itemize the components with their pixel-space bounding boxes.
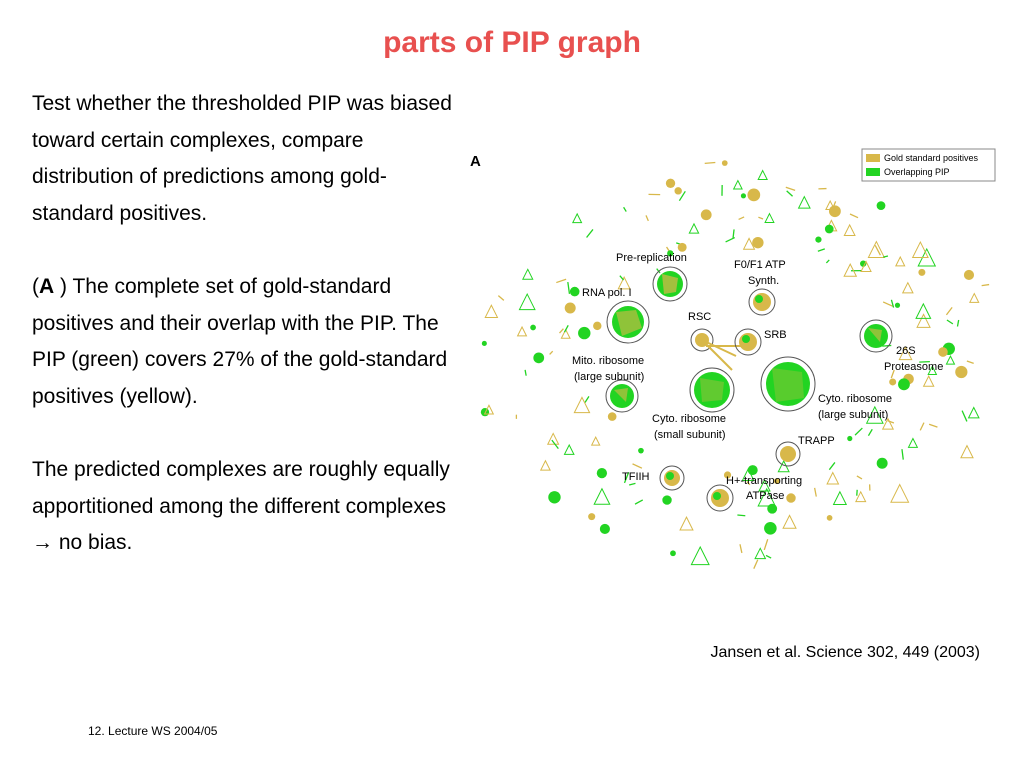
complex-trapp [776, 442, 800, 466]
small-cluster [783, 515, 796, 528]
small-cluster [829, 205, 841, 217]
complex-srb [735, 329, 761, 355]
small-cluster [917, 314, 930, 327]
conclusion-tail: no bias. [53, 531, 133, 555]
small-cluster [855, 428, 862, 435]
complex-cyto-ribosome-small [690, 368, 734, 412]
small-cluster [764, 539, 767, 550]
small-cluster [585, 396, 589, 402]
small-cluster [620, 276, 624, 280]
legend [862, 149, 995, 181]
small-cluster [847, 436, 852, 441]
complex-26s-proteasome [860, 320, 892, 352]
small-cluster [970, 294, 979, 303]
small-cluster [868, 242, 884, 258]
small-cluster [875, 245, 880, 255]
small-cluster [680, 517, 693, 530]
small-cluster [825, 225, 834, 234]
small-cluster [485, 305, 497, 317]
small-cluster [962, 411, 967, 422]
small-cluster [533, 352, 544, 363]
small-cluster [764, 522, 777, 535]
complex-pre-replication [653, 267, 687, 301]
small-cluster [898, 378, 910, 390]
small-cluster [597, 468, 607, 478]
small-cluster [883, 302, 892, 306]
small-cluster [592, 437, 600, 445]
small-cluster [670, 550, 676, 556]
small-cluster [850, 214, 858, 218]
network-graph [466, 146, 1016, 578]
small-cluster [638, 448, 644, 454]
small-cluster [920, 423, 924, 431]
label-trapp: TRAPP [798, 435, 835, 447]
small-cluster [741, 193, 746, 198]
legend-swatch-pip [866, 168, 880, 176]
paragraph-figure-description [32, 269, 462, 415]
small-cluster [748, 465, 758, 475]
label-atpase: ATPase [746, 490, 785, 502]
small-cluster [678, 243, 687, 252]
small-cluster [737, 515, 745, 516]
small-cluster [815, 236, 821, 242]
small-cluster [733, 229, 734, 238]
small-cluster [629, 483, 635, 485]
label-pre-replication: Pre-replication [616, 252, 687, 264]
small-cluster [868, 429, 872, 435]
small-cluster [967, 361, 974, 363]
small-cluster [573, 214, 582, 223]
label-rna-pol-i: RNA pol. I [582, 287, 632, 299]
legend-label-gold: Gold standard positives [884, 153, 979, 163]
legend-swatch-gold [866, 154, 880, 162]
label-f0f1-atp: F0/F1 ATP [734, 259, 786, 271]
small-cluster [739, 217, 745, 220]
small-cluster [570, 287, 580, 297]
small-cluster [689, 224, 698, 233]
small-cluster [882, 345, 891, 346]
small-cluster [765, 214, 774, 223]
small-cluster [646, 215, 648, 220]
small-cluster [556, 279, 566, 282]
small-cluster [955, 366, 967, 378]
label-tfiih: TFIIH [622, 471, 650, 483]
small-cluster [752, 237, 763, 248]
panel-letter-ref: A [39, 274, 55, 298]
label-26s: 26S [896, 345, 916, 357]
small-cluster [560, 329, 564, 333]
small-cluster [525, 370, 526, 376]
small-cluster [786, 493, 795, 502]
small-cluster [818, 249, 825, 251]
small-cluster [588, 513, 595, 520]
small-cluster [662, 495, 671, 504]
small-cluster [578, 327, 590, 339]
complex-rna-pol-i [607, 301, 649, 343]
label-mito-ribosome: Mito. ribosome [572, 355, 645, 367]
small-cluster [548, 491, 560, 503]
small-cluster [754, 560, 758, 569]
small-cluster [908, 438, 917, 447]
small-cluster [530, 325, 536, 331]
small-cluster [895, 303, 900, 308]
label-h-transporting: H+-transporting [726, 475, 803, 487]
label-rsc: RSC [688, 311, 712, 323]
small-cluster [913, 242, 928, 257]
small-cluster [635, 500, 643, 504]
small-cluster [600, 524, 610, 534]
small-cluster [541, 461, 550, 470]
small-cluster [594, 489, 610, 505]
body-text [32, 86, 462, 562]
small-cluster [916, 304, 931, 319]
small-cluster [568, 282, 570, 294]
label-cyto-large-subunit: (large subunit) [818, 409, 889, 421]
small-cluster [961, 446, 973, 458]
small-cluster [889, 378, 896, 385]
small-cluster [918, 269, 925, 276]
small-cluster [593, 322, 601, 330]
small-cluster [587, 229, 593, 237]
conclusion-text: The predicted complexes are roughly equally apportitioned among the different complexes [32, 457, 450, 518]
small-cluster [964, 270, 974, 280]
small-cluster [844, 225, 855, 236]
small-cluster [888, 421, 894, 423]
small-cluster [766, 555, 771, 558]
small-cluster [815, 488, 817, 497]
small-cluster [734, 181, 742, 189]
label-srb: SRB [764, 329, 787, 341]
small-cluster [938, 347, 948, 357]
paragraph-conclusion [32, 452, 462, 562]
small-cluster [857, 476, 862, 479]
small-cluster [564, 445, 573, 454]
label-cyto-ribosome-small: Cyto. ribosome [652, 413, 726, 425]
small-cluster [666, 179, 675, 188]
small-cluster [758, 171, 767, 180]
figure-description-text: ) The complete set of gold-standard positives and their overlap with the PIP. The PIP (green) covers 27% of the gold-standard positives (yellow). [32, 274, 448, 408]
small-cluster [550, 351, 553, 354]
small-cluster [969, 407, 979, 417]
small-cluster [482, 341, 487, 346]
small-cluster [674, 187, 681, 194]
small-cluster [896, 257, 905, 266]
complex-mito-ribosome [606, 380, 638, 412]
paragraph-method: Test whether the thresholded PIP was biased toward certain complexes, compare distribution of predictions among gold-standard positives. [32, 92, 452, 225]
panel-letter: A [470, 153, 481, 170]
small-cluster [722, 160, 728, 166]
label-synth: Synth. [748, 275, 780, 287]
complex-tfiih [660, 466, 684, 490]
small-cluster [726, 238, 735, 242]
small-cluster [518, 327, 527, 336]
label-cyto-small-subunit: (small subunit) [654, 429, 726, 441]
small-cluster [523, 269, 533, 279]
small-cluster [827, 515, 833, 521]
small-cluster [924, 376, 934, 386]
small-cluster [691, 547, 709, 565]
small-cluster [982, 285, 989, 286]
pip-network-figure [466, 146, 1016, 578]
small-cluster [829, 462, 835, 469]
slide-title: parts of PIP graph [383, 26, 641, 59]
label-proteasome: Proteasome [884, 361, 944, 373]
small-cluster [565, 303, 576, 314]
small-cluster [902, 449, 903, 459]
small-cluster [946, 307, 952, 315]
small-cluster [957, 320, 958, 327]
open-paren: ( [32, 274, 39, 298]
complex-cyto-ribosome-large [761, 357, 815, 411]
small-cluster [877, 458, 888, 469]
small-cluster [758, 217, 763, 219]
small-cluster [624, 207, 627, 211]
small-cluster [946, 356, 954, 364]
small-cluster [786, 187, 795, 190]
small-cluster [947, 320, 953, 324]
small-cluster [827, 473, 838, 484]
small-cluster [633, 464, 642, 468]
small-cluster [747, 189, 760, 202]
small-cluster [519, 294, 535, 310]
label-mito-large-subunit: (large subunit) [574, 371, 645, 383]
small-cluster [891, 485, 909, 503]
small-cluster [929, 424, 937, 427]
small-cluster [498, 296, 504, 301]
small-cluster [608, 412, 617, 421]
small-cluster [787, 191, 793, 196]
footer-lecture: 12. Lecture WS 2004/05 [88, 724, 218, 738]
small-cluster [701, 209, 712, 220]
small-cluster [903, 283, 913, 293]
small-cluster [799, 197, 810, 208]
small-cluster [834, 492, 847, 505]
arrow-symbol: → [32, 531, 53, 555]
small-cluster [705, 163, 716, 164]
small-cluster [826, 260, 829, 263]
complex-f0f1-atp-synth [749, 289, 775, 315]
citation: Jansen et al. Science 302, 449 (2003) [710, 644, 980, 661]
small-cluster [767, 504, 777, 514]
complex-h-transporting-atpase [707, 485, 733, 511]
small-cluster [740, 544, 742, 553]
label-cyto-ribosome-large: Cyto. ribosome [818, 393, 892, 405]
legend-label-pip: Overlapping PIP [884, 167, 950, 177]
small-cluster [755, 548, 765, 558]
small-cluster [877, 201, 886, 210]
